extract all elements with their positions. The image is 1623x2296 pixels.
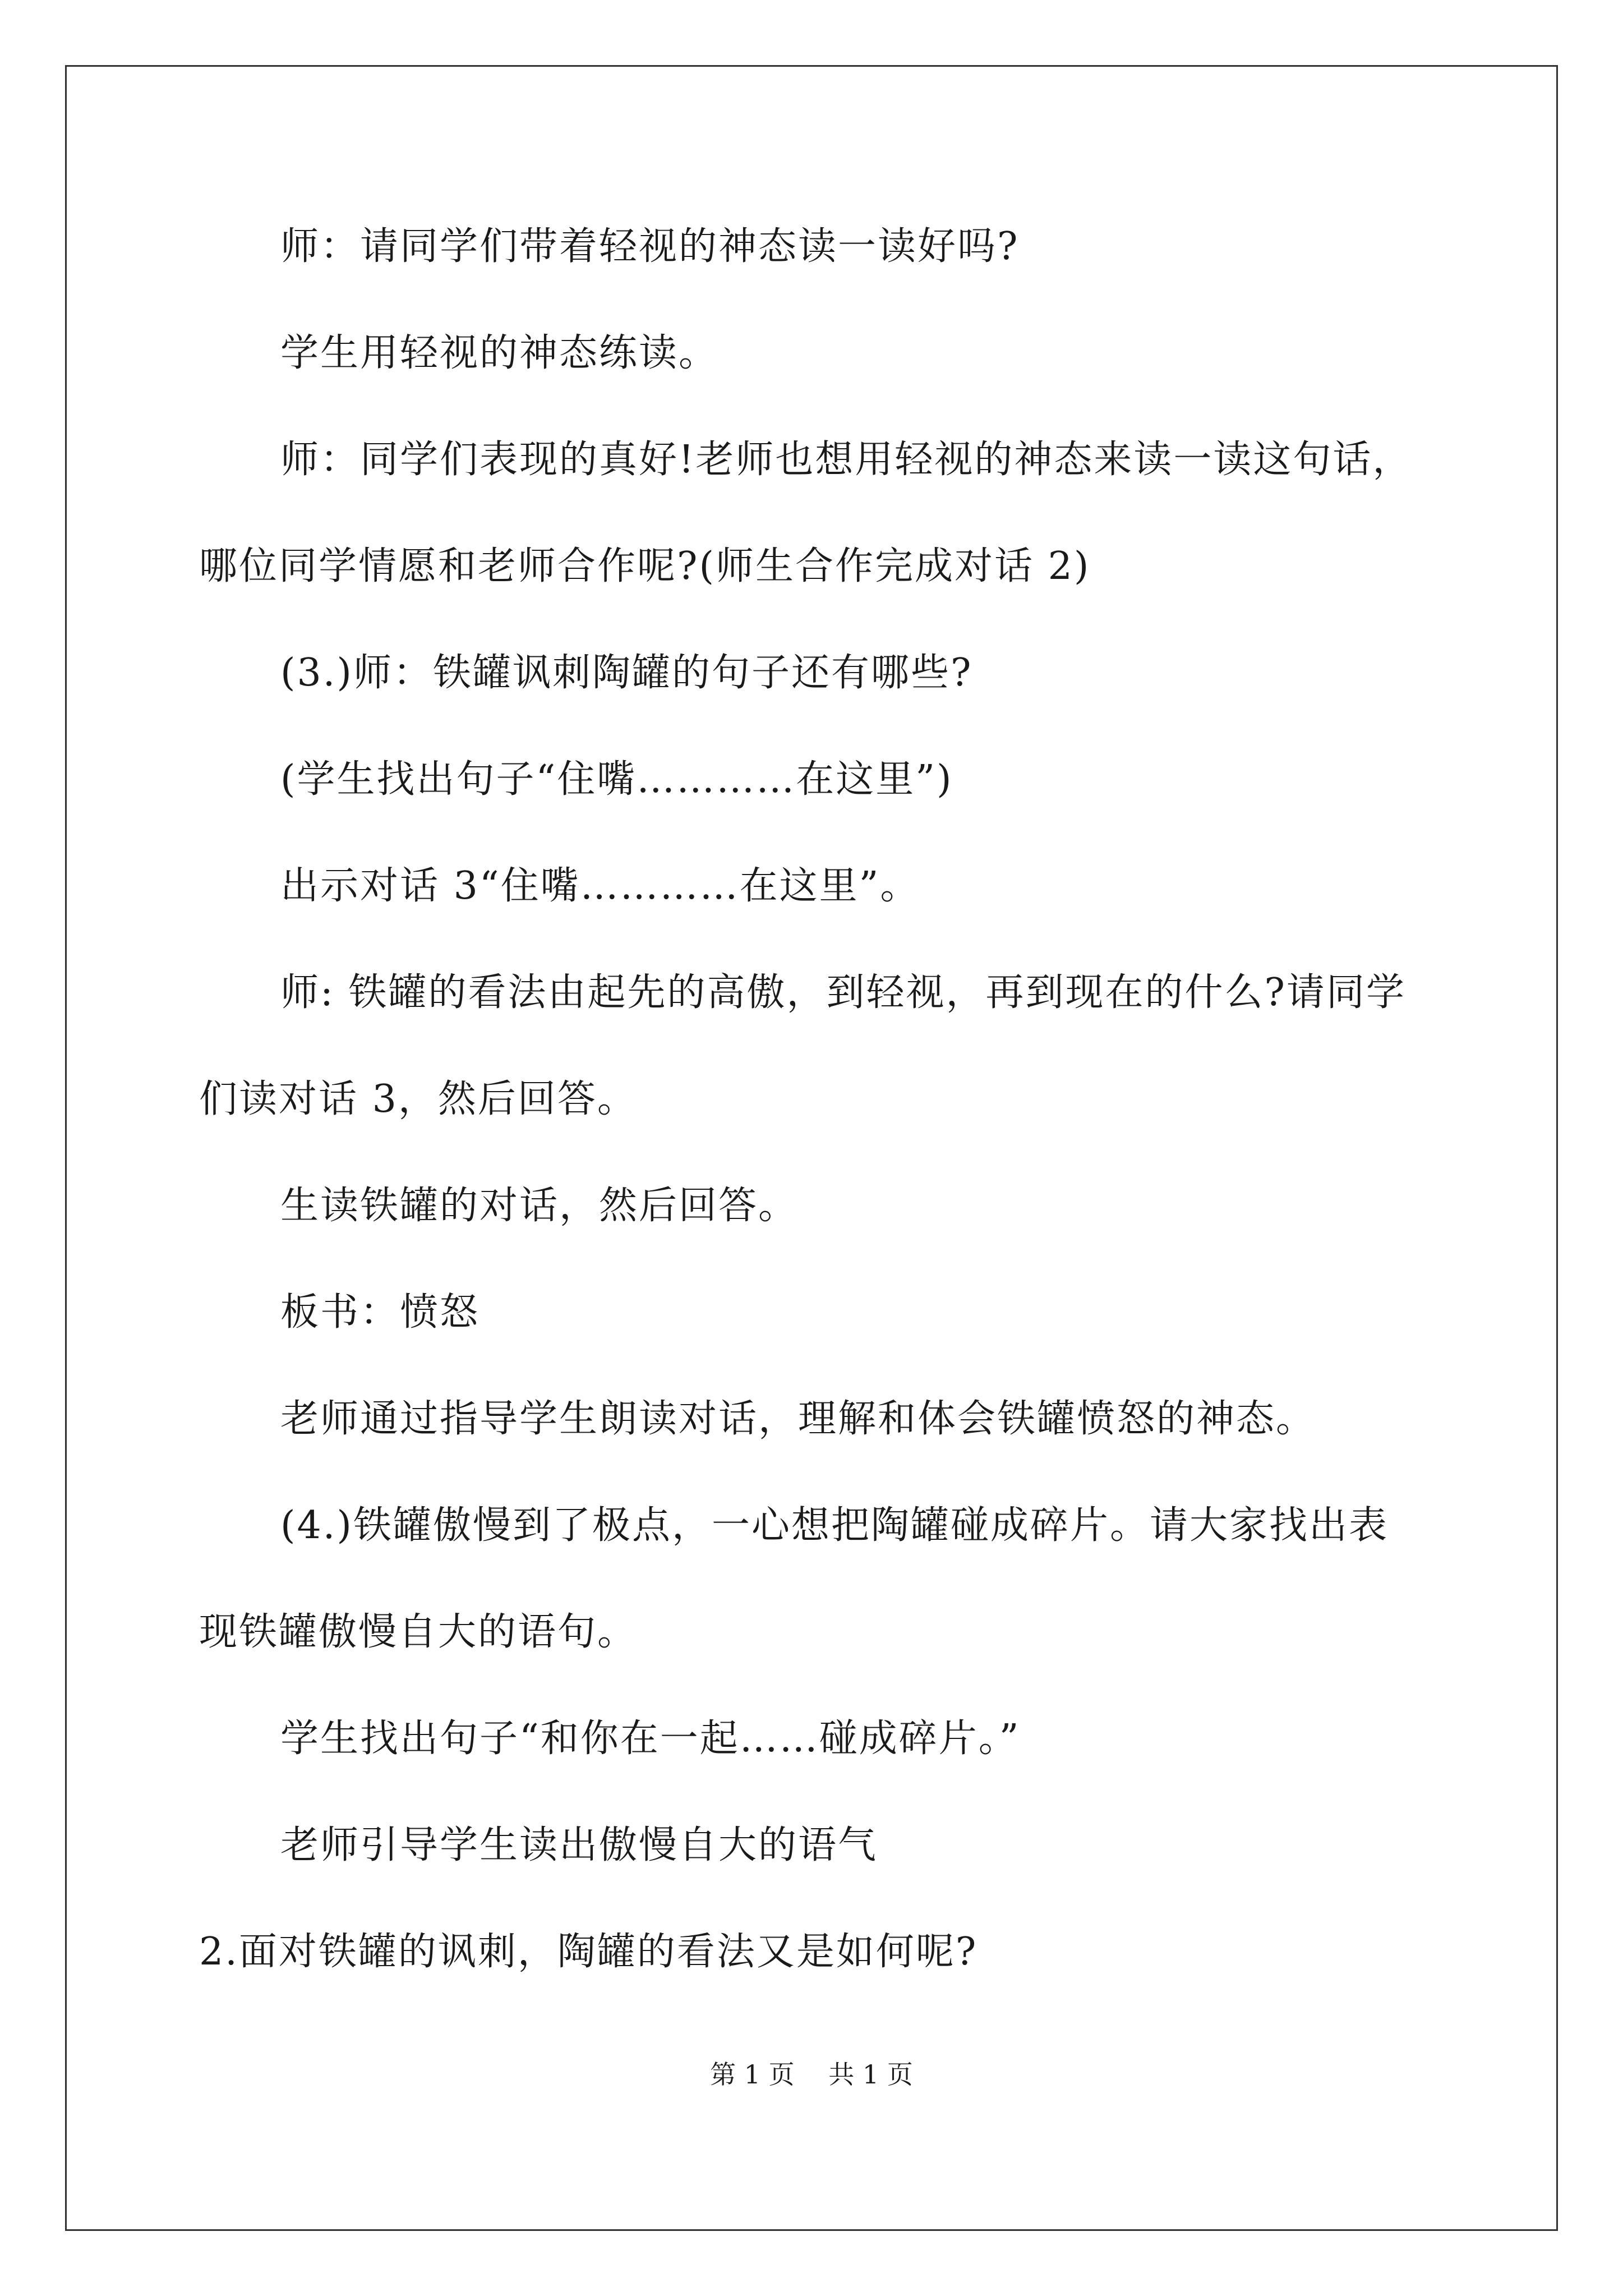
text-line-11: 板书：愤怒 — [280, 1290, 480, 1335]
text-line-1: 师：请同学们带着轻视的神态读一读好吗? — [280, 224, 1020, 269]
text-line-16: 老师引导学生读出傲慢自大的语气 — [280, 1823, 878, 1867]
text-line-8: 师: 铁罐的看法由起先的高傲，到轻视，再到现在的什么?请同学 — [280, 970, 1406, 1015]
text-line-5: (3.)师：铁罐讽刺陶罐的句子还有哪些? — [280, 651, 973, 695]
text-line-17: 2.面对铁罐的讽刺，陶罐的看法又是如何呢? — [199, 1930, 978, 1974]
text-line-13: (4.)铁罐傲慢到了极点，一心想把陶罐碰成碎片。请大家找出表 — [280, 1503, 1389, 1548]
page-number-footer: 第 1 页 共 1 页 — [710, 2059, 913, 2090]
page-border — [65, 65, 1558, 2231]
text-line-14: 现铁罐傲慢自大的语句。 — [199, 1610, 638, 1654]
text-line-3: 师：同学们表现的真好!老师也想用轻视的神态来读一读这句话， — [280, 438, 1413, 482]
text-line-4: 哪位同学情愿和老师合作呢?(师生合作完成对话 2) — [199, 544, 1091, 588]
text-line-15: 学生找出句子“和你在一起……碰成碎片。” — [280, 1717, 1021, 1761]
text-line-9: 们读对话 3，然后回答。 — [199, 1077, 637, 1121]
text-line-12: 老师通过指导学生朗读对话，理解和体会铁罐愤怒的神态。 — [280, 1397, 1316, 1441]
text-line-7: 出示对话 3“住嘴…………在这里”。 — [280, 864, 920, 908]
text-line-10: 生读铁罐的对话，然后回答。 — [280, 1184, 799, 1228]
text-line-6: (学生找出句子“住嘴…………在这里”) — [280, 757, 953, 802]
text-line-2: 学生用轻视的神态练读。 — [280, 331, 719, 375]
